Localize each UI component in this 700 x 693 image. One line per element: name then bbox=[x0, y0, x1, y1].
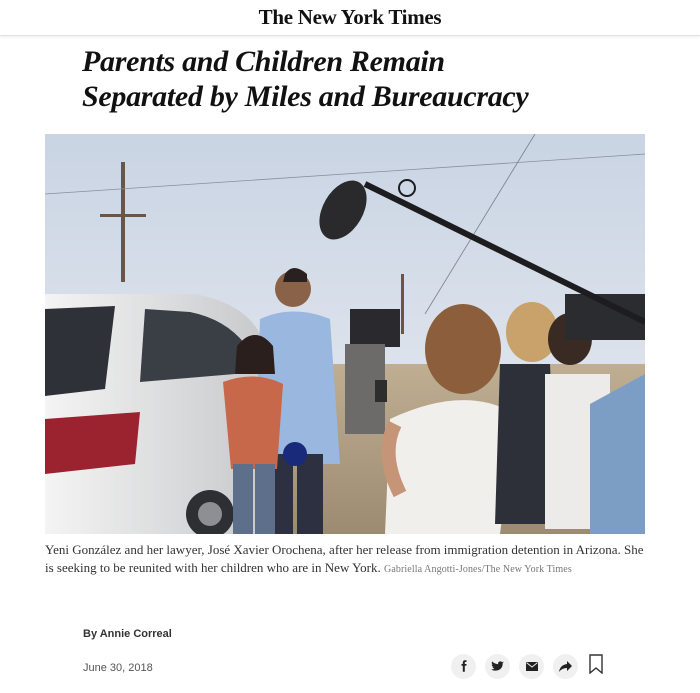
twitter-icon bbox=[491, 661, 504, 672]
article-headline bbox=[82, 44, 642, 114]
save-bookmark-button[interactable] bbox=[589, 654, 603, 679]
twitter-share-button[interactable] bbox=[485, 654, 510, 679]
masthead bbox=[0, 0, 700, 36]
headline-line-1: Parents and Children Remain bbox=[82, 45, 445, 78]
email-icon bbox=[526, 662, 538, 671]
nyt-logo[interactable]: The New York Times bbox=[258, 5, 442, 29]
headline-line-2: Separated by Miles and Bureaucracy bbox=[82, 80, 529, 113]
photo-caption bbox=[45, 541, 645, 579]
bookmark-icon bbox=[589, 654, 603, 674]
facebook-share-button[interactable] bbox=[451, 654, 476, 679]
publish-date: June 30, 2018 bbox=[83, 662, 153, 674]
facebook-icon bbox=[458, 660, 470, 672]
share-tools bbox=[451, 653, 603, 679]
email-share-button[interactable] bbox=[519, 654, 544, 679]
byline[interactable]: By Annie Correal bbox=[83, 628, 172, 640]
caption-text: Yeni González and her lawyer, José Xavier Orochena, after her release from immigration detention in Arizona. She is seeking to be reunited with her children who are in New York. bbox=[45, 542, 644, 575]
photo-credit: Gabriella Angotti-Jones/The New York Times bbox=[384, 564, 572, 575]
lead-photo bbox=[45, 134, 645, 534]
more-share-button[interactable] bbox=[553, 654, 578, 679]
share-icon bbox=[559, 661, 572, 672]
